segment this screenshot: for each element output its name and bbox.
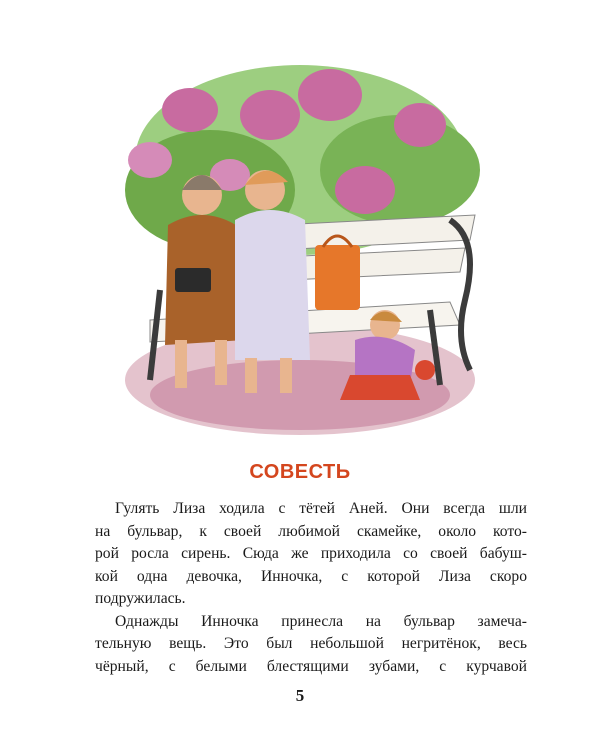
text-line: чёрный, с белыми блестящими зубами, с курчавой <box>95 657 527 675</box>
text-line: Гулять Лиза ходила с тётей Аней. Они всегда шли <box>115 500 527 517</box>
paragraph-2 <box>95 611 527 679</box>
paragraph-1 <box>95 498 527 611</box>
park-bench-illustration <box>120 40 480 440</box>
shopping-bag <box>315 236 360 310</box>
text-line: кой одна девочка, Инночка, с которой Лиза скоро <box>95 567 527 585</box>
text-line: тельную вещь. Это был небольшой негритёнок, весь <box>95 635 527 652</box>
story-text <box>95 498 527 678</box>
text-line: на бульвар, к своей любимой скамейке, около кото- <box>95 522 527 540</box>
text-line: подружилась. <box>95 590 186 607</box>
text-line: Однажды Инночка принесла на бульвар замеча- <box>115 612 527 630</box>
page-number: 5 <box>295 686 305 705</box>
story-title: СОВЕСТЬ <box>249 461 351 483</box>
text-line: рой росла сирень. Сюда же приходила со своей бабуш- <box>95 545 527 562</box>
